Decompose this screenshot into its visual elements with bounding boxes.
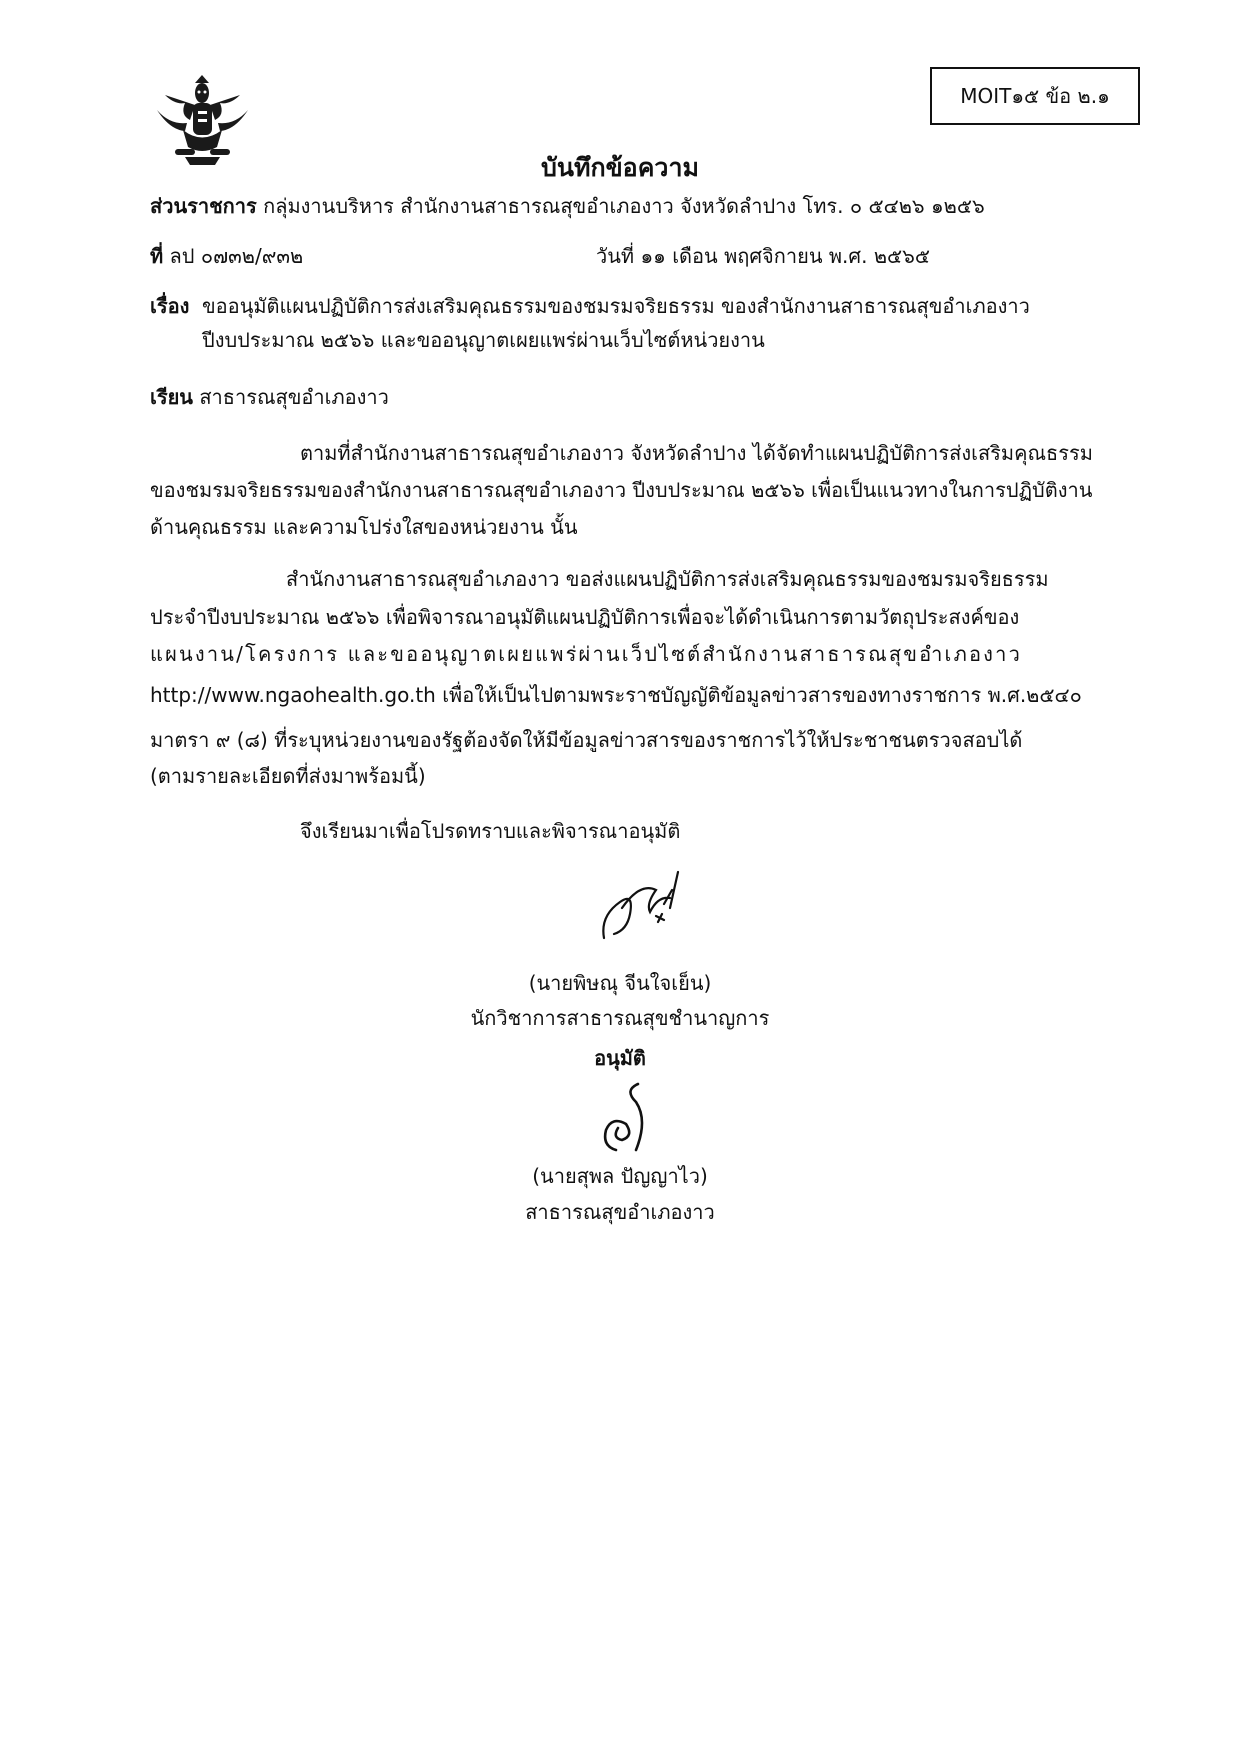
paragraph-1-line-2: ของชมรมจริยธรรมของสำนักงานสาธารณสุขอำเภองาว ปีงบประมาณ ๒๕๖๖ เพื่อเป็นแนวทางในการปฏิบัติงาน [150, 478, 1093, 502]
agency-line [150, 193, 985, 219]
agency-value: กลุ่มงานบริหาร สำนักงานสาธารณสุขอำเภองาว จังหวัดลำปาง โทร. ๐ ๕๔๒๖ ๑๒๕๖ [263, 194, 985, 218]
document-title: บันทึกข้อความ [541, 153, 699, 182]
approver-signature [596, 1080, 656, 1159]
to-line [150, 384, 389, 410]
sender-position: นักวิชาการสาธารณสุขชำนาญการ [470, 1006, 770, 1030]
moit-code: MOIT๑๕ ข้อ ๒.๑ [960, 84, 1110, 108]
paragraph-2-line-6: (ตามรายละเอียดที่ส่งมาพร้อมนี้) [150, 764, 426, 788]
sender-signature [592, 868, 702, 947]
date-value: ๑๑ เดือน พฤศจิกายน พ.ศ. ๒๕๖๕ [640, 244, 930, 268]
reference-line [150, 243, 303, 269]
paragraph-2-line-2: ประจำปีงบประมาณ ๒๕๖๖ เพื่อพิจารณาอนุมัติแผนปฏิบัติการเพื่อจะได้ดำเนินการตามวัตถุประสงค์ของ [150, 605, 1020, 629]
subject-label: เรื่อง [150, 294, 190, 318]
paragraph-2-line-1: สำนักงานสาธารณสุขอำเภองาว ขอส่งแผนปฏิบัติการส่งเสริมคุณธรรมของชมรมจริยธรรม [286, 567, 1049, 591]
date-line [596, 243, 930, 269]
approver-position: สาธารณสุขอำเภองาว [525, 1200, 715, 1224]
paragraph-1-line-3: ด้านคุณธรรม และความโปร่งใสของหน่วยงาน นั้น [150, 515, 578, 539]
approver-name: (นายสุพล ปัญญาไว) [532, 1164, 708, 1188]
agency-label: ส่วนราชการ [150, 194, 257, 218]
closing-text: จึงเรียนมาเพื่อโปรดทราบและพิจารณาอนุมัติ [300, 819, 681, 843]
reference-label: ที่ [150, 244, 164, 268]
sender-name: (นายพิษณุ จีนใจเย็น) [528, 971, 712, 995]
paragraph-2-line-4: http://www.ngaohealth.go.th เพื่อให้เป็นไปตามพระราชบัญญัติข้อมูลข่าวสารของทางราชการ พ.ศ.๒๕๔๐ [150, 683, 1082, 707]
subject-line-2: ปีงบประมาณ ๒๕๖๖ และขออนุญาตเผยแพร่ผ่านเว็บไซต์หน่วยงาน [202, 328, 765, 352]
to-value: สาธารณสุขอำเภองาว [199, 385, 389, 409]
paragraph-1-line-1: ตามที่สำนักงานสาธารณสุขอำเภองาว จังหวัดลำปาง ได้จัดทำแผนปฏิบัติการส่งเสริมคุณธรรม [300, 441, 1093, 465]
reference-value: ลป ๐๗๓๒/๙๓๒ [169, 244, 304, 268]
date-label: วันที่ [596, 244, 635, 268]
paragraph-2-line-3: แผนงาน/โครงการ และขออนุญาตเผยแพร่ผ่านเว็ปไซต์สำนักงานสาธารณสุขอำเภองาว [150, 642, 1023, 666]
moit-code-box [930, 67, 1140, 125]
paragraph-2-line-5: มาตรา ๙ (๘) ที่ระบุหน่วยงานของรัฐต้องจัดให้มีข้อมูลข่าวสารของราชการไว้ให้ประชาชนตรวจสอบได้ [150, 728, 1023, 752]
subject-line-1: ขออนุมัติแผนปฏิบัติการส่งเสริมคุณธรรมของชมรมจริยธรรม ของสำนักงานสาธารณสุขอำเภองาว [202, 294, 1030, 318]
to-label: เรียน [150, 385, 193, 409]
approve-label: อนุมัติ [594, 1046, 646, 1070]
